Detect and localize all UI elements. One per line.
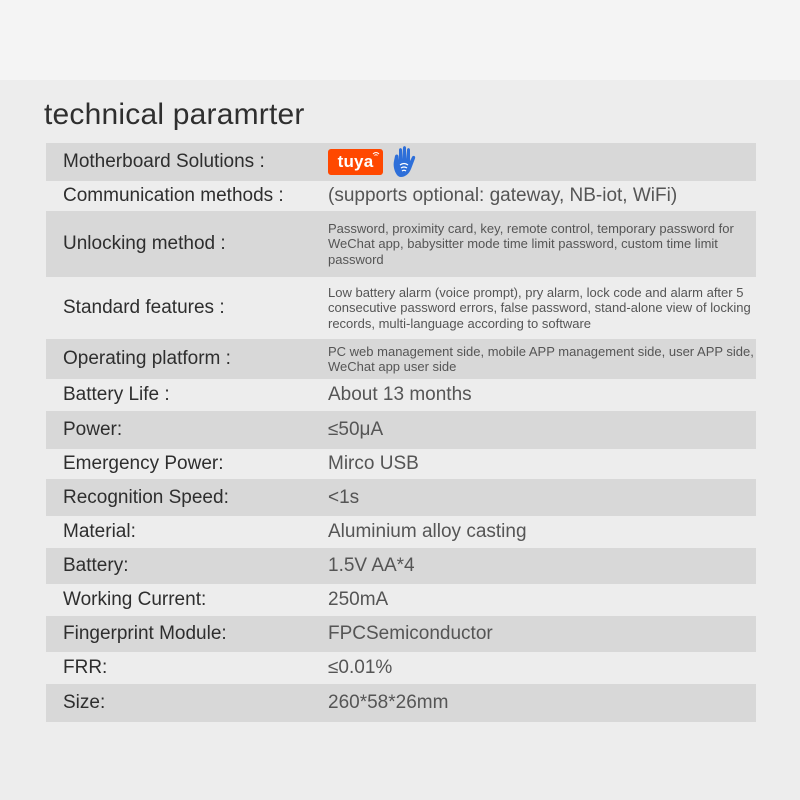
spec-label: Battery Life : <box>63 384 170 405</box>
spec-row-fingerprint-module <box>46 616 756 652</box>
spec-row-frr <box>46 652 756 684</box>
spec-value: (supports optional: gateway, NB-iot, WiFi) <box>328 185 678 206</box>
spec-row-communication <box>46 181 756 211</box>
spec-label: Unlocking method : <box>63 233 226 254</box>
spec-label: FRR: <box>63 657 108 678</box>
spec-value: ≤50μA <box>328 419 384 440</box>
top-band <box>0 0 800 80</box>
spec-value <box>328 145 756 179</box>
hand-icon <box>391 145 419 179</box>
spec-value: About 13 months <box>328 384 472 405</box>
spec-label: Motherboard Solutions : <box>63 151 265 172</box>
spec-value: 1.5V AA*4 <box>328 555 415 576</box>
spec-value: <1s <box>328 486 360 508</box>
spec-row-emergency-power <box>46 449 756 479</box>
spec-label: Emergency Power: <box>63 453 224 474</box>
spec-row-unlocking <box>46 211 756 277</box>
spec-label: Recognition Speed: <box>63 486 229 508</box>
spec-value: FPCSemiconductor <box>328 623 493 644</box>
spec-row-power <box>46 411 756 449</box>
spec-label: Operating platform : <box>63 348 231 369</box>
spec-value: Password, proximity card, key, remote control, temporary password for WeChat app, babysitter mode time limit password, custom time limit password <box>328 220 734 267</box>
spec-label: Battery: <box>63 555 129 576</box>
spec-label: Working Current: <box>63 589 207 610</box>
spec-label: Size: <box>63 692 106 713</box>
spec-label: Material: <box>63 521 136 542</box>
logo-group <box>328 145 756 179</box>
spec-row-battery <box>46 548 756 584</box>
tuya-logo <box>328 149 383 175</box>
spec-value: Mirco USB <box>328 453 419 474</box>
spec-row-recognition-speed <box>46 479 756 516</box>
page-title: technical paramrter <box>44 98 305 131</box>
spec-row-battery-life <box>46 379 756 411</box>
spec-row-motherboard <box>46 143 756 181</box>
spec-value: ≤0.01% <box>328 657 393 678</box>
spec-row-operating-platform <box>46 339 756 379</box>
spec-value: Low battery alarm (voice prompt), pry alarm, lock code and alarm after 5 consecutive password errors, false password, stand-alone view of locking records, multi-language according to software <box>328 284 751 331</box>
spec-value: 260*58*26mm <box>328 692 449 713</box>
spec-value: 250mA <box>328 589 389 610</box>
spec-label: Power: <box>63 419 123 440</box>
spec-label: Standard features : <box>63 297 225 318</box>
spec-row-size <box>46 684 756 722</box>
spec-value: Aluminium alloy casting <box>328 521 527 542</box>
tuya-logo-text: tuya <box>337 152 374 171</box>
spec-row-material <box>46 516 756 548</box>
spec-table <box>46 143 756 722</box>
spec-label: Communication methods : <box>63 185 284 206</box>
wifi-icon <box>372 151 380 159</box>
spec-row-working-current <box>46 584 756 616</box>
spec-label: Fingerprint Module: <box>63 623 227 644</box>
spec-value: PC web management side, mobile APP management side, user APP side, WeChat app user side <box>328 343 754 374</box>
spec-row-standard-features <box>46 277 756 339</box>
